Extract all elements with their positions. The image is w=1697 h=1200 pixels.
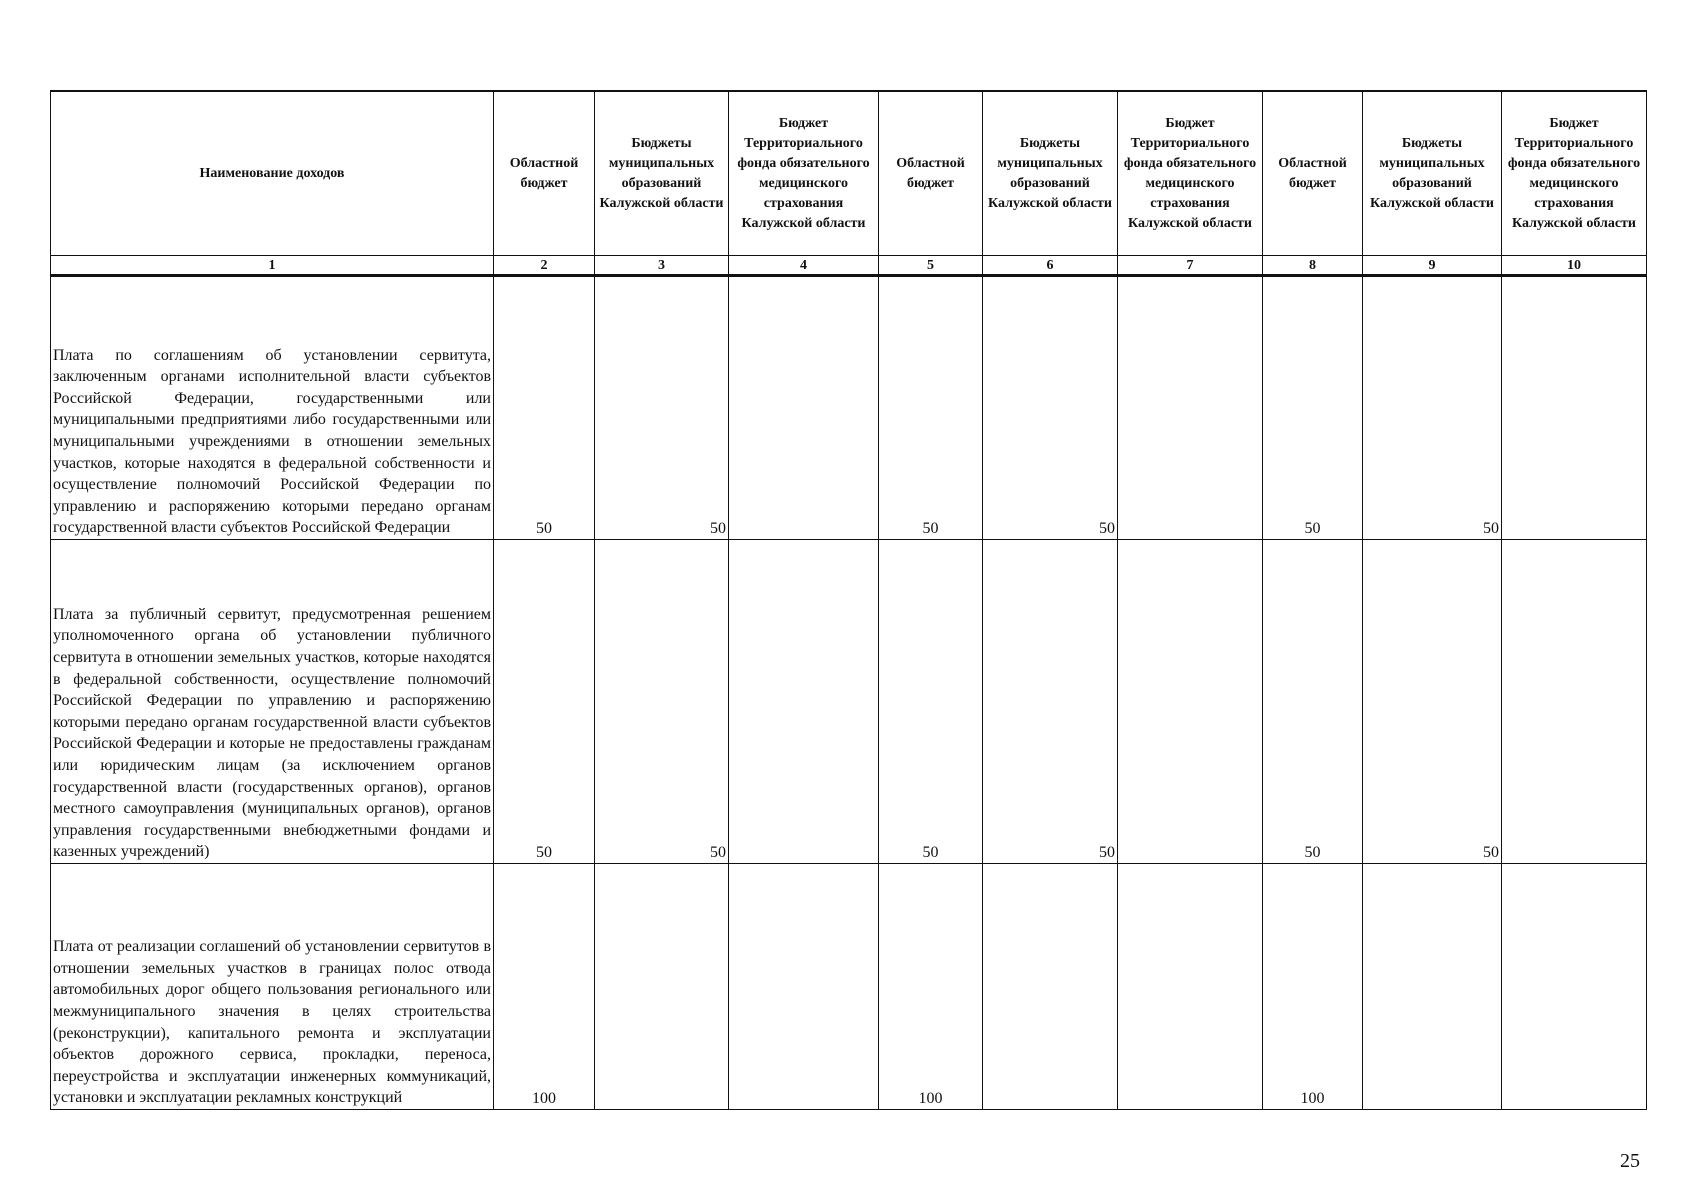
column-number: 9	[1363, 256, 1502, 276]
page-number: 25	[1620, 1150, 1640, 1172]
table-row	[51, 276, 1647, 540]
column-number: 4	[729, 256, 879, 276]
value-cell	[1363, 276, 1502, 540]
value-cell	[1263, 864, 1363, 1110]
value-cell	[879, 276, 983, 540]
table-row	[51, 540, 1647, 864]
column-number: 8	[1263, 256, 1363, 276]
value-cell	[1502, 540, 1647, 864]
value-text: 50	[1304, 844, 1321, 861]
header-column-9: Бюджеты муниципальных образований Калужской области	[1363, 91, 1502, 256]
header-column-5: Областной бюджет	[879, 91, 983, 256]
value-cell	[729, 276, 879, 540]
value-cell	[1363, 540, 1502, 864]
column-number: 10	[1502, 256, 1647, 276]
value-cell	[1502, 864, 1647, 1110]
column-number: 2	[494, 256, 595, 276]
value-cell	[983, 276, 1118, 540]
header-column-7: Бюджет Территориального фонда обязательного медицинского страхования Калужской области	[1118, 91, 1263, 256]
header-column-3: Бюджеты муниципальных образований Калужской области	[595, 91, 729, 256]
value-text: 100	[532, 1090, 556, 1107]
value-cell	[729, 540, 879, 864]
value-text: 50	[710, 844, 726, 861]
value-text: 50	[1304, 520, 1321, 537]
header-name-column: Наименование доходов	[51, 91, 494, 256]
column-number-row	[51, 256, 1647, 276]
value-text: 50	[536, 520, 552, 537]
value-text: 50	[710, 520, 726, 537]
value-cell	[1118, 540, 1263, 864]
value-cell	[595, 864, 729, 1110]
value-cell	[1263, 276, 1363, 540]
value-cell	[494, 864, 595, 1110]
revenue-name-cell: Плата по соглашениям об установлении сервитута, заключенным органами исполнительной власти субъектов Российской Федерации, государственными или муниципальными предприятиями либо государственными или муниципальными учреждениями в отношении земельных участков, которые находятся в федеральной собственности и осуществление полномочий Российской Федерации по управлению и распоряжению которыми передано органам государственной власти субъектов Российской Федерации	[51, 276, 494, 540]
value-text: 50	[1099, 520, 1115, 537]
header-column-6: Бюджеты муниципальных образований Калужской области	[983, 91, 1118, 256]
value-text: 100	[918, 1090, 943, 1107]
value-cell	[1118, 864, 1263, 1110]
value-cell	[879, 540, 983, 864]
value-cell	[1363, 864, 1502, 1110]
header-column-4: Бюджет Территориального фонда обязательного медицинского страхования Калужской области	[729, 91, 879, 256]
value-text: 50	[922, 520, 939, 537]
revenue-name-cell: Плата от реализации соглашений об установлении сервитутов в отношении земельных участков в границах полос отвода автомобильных дорог общего пользования регионального или межмуниципального значения в целях строительства (реконструкции), капитального ремонта и эксплуатации объектов дорожного сервиса, прокладки, переноса, переустройства и эксплуатации инженерных коммуникаций, установки и эксплуатации рекламных конструкций	[51, 864, 494, 1110]
value-text: 100	[1300, 1090, 1325, 1107]
value-cell	[983, 540, 1118, 864]
value-cell	[729, 864, 879, 1110]
value-text: 50	[922, 844, 939, 861]
value-cell	[1118, 276, 1263, 540]
value-cell	[983, 864, 1118, 1110]
value-cell	[494, 276, 595, 540]
value-cell	[879, 864, 983, 1110]
column-number: 6	[983, 256, 1118, 276]
revenue-distribution-table	[50, 90, 1647, 1110]
value-text: 50	[1099, 844, 1115, 861]
header-column-2: Областной бюджет	[494, 91, 595, 256]
value-cell	[1502, 276, 1647, 540]
value-text: 50	[536, 844, 552, 861]
value-cell	[595, 276, 729, 540]
value-text: 50	[1483, 844, 1499, 861]
revenue-name-cell: Плата за публичный сервитут, предусмотренная решением уполномоченного органа об установлении публичного сервитута в отношении земельных участков, которые находятся в федеральной собственности, осуществление полномочий Российской Федерации по управлению и распоряжению которыми передано органам государственной власти субъектов Российской Федерации и которые не предоставлены гражданам или юридическим лицам (за исключением органов государственной власти (государственных органов), органов местного самоуправления (муниципальных органов), органов управления государственными внебюджетными фондами и казенных учреждений)	[51, 540, 494, 864]
header-column-10: Бюджет Территориального фонда обязательного медицинского страхования Калужской области	[1502, 91, 1647, 256]
table-row	[51, 864, 1647, 1110]
value-cell	[595, 540, 729, 864]
value-cell	[494, 540, 595, 864]
value-text: 50	[1483, 520, 1499, 537]
column-number: 1	[51, 256, 494, 276]
column-number: 7	[1118, 256, 1263, 276]
table-header-row	[51, 91, 1647, 256]
header-column-8: Областной бюджет	[1263, 91, 1363, 256]
value-cell	[1263, 540, 1363, 864]
column-number: 5	[879, 256, 983, 276]
column-number: 3	[595, 256, 729, 276]
